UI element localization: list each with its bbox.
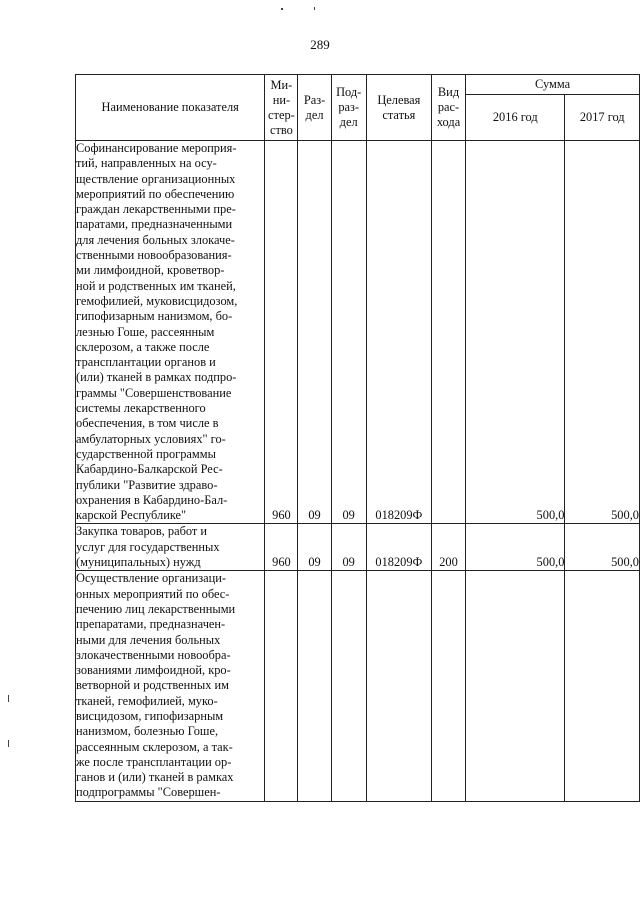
row-name: Закупка товаров, работ и услуг для государственных (муниципальных) нужд	[76, 524, 265, 571]
scan-speck	[281, 8, 283, 10]
table-row	[76, 141, 640, 524]
scan-speck	[314, 7, 315, 10]
table-row	[76, 524, 640, 571]
scan-speck	[8, 740, 9, 747]
ministry-cell: 960	[265, 524, 298, 571]
header-name: Наименование показателя	[76, 75, 265, 141]
sum-2016-cell	[466, 571, 565, 801]
sum-2017-cell	[565, 571, 640, 801]
sum-2016-cell: 500,0	[466, 141, 565, 524]
subsection-cell: 09	[331, 524, 366, 571]
header-year-2016: 2016 год	[466, 95, 565, 141]
target-article-cell	[366, 571, 431, 801]
header-subsection: Под- раз- дел	[331, 75, 366, 141]
header-year-2017: 2017 год	[565, 95, 640, 141]
header-target-article: Целевая статья	[366, 75, 431, 141]
row-name: Софинансирование мероприя- тий, направленных на осу- ществление организационных мероприятий по обеспечению граждан лекарственными пре- паратами, предназначенными для лечения больных злокаче- ственными новообразования- ми лимфоидной, кроветвор- ной и родственных им тканей, гемофилией, муковисцидозом, гипофизарным нанизмом, бо- лезнью Гоше, рассеянным склерозом, а также после трансплантации органов и (или) тканей в рамках подпро- граммы "Совершенствование системы лекарственного обеспечения, в том числе в амбулаторных условиях" го- сударственной программы Кабардино-Балкарской Рес- публики "Развитие здраво- охранения в Кабардино-Бал- карской Республике"	[76, 141, 265, 524]
expense-type-cell	[431, 571, 465, 801]
sum-2016-cell: 500,0	[466, 524, 565, 571]
page-number: 289	[310, 37, 330, 52]
section-cell	[298, 571, 331, 801]
expense-type-cell: 200	[431, 524, 465, 571]
subsection-cell	[331, 571, 366, 801]
section-cell: 09	[298, 524, 331, 571]
table-row	[76, 571, 640, 801]
header-sum: Сумма	[466, 75, 640, 95]
budget-table	[75, 74, 640, 802]
target-article-cell: 018209Ф	[366, 524, 431, 571]
ministry-cell	[265, 571, 298, 801]
sum-2017-cell: 500,0	[565, 524, 640, 571]
row-name: Осуществление организаци- онных мероприятий по обес- печению лиц лекарственными препаратами, предназначен- ными для лечения больных злокачественными новообра- зованиями лимфоидной, кро- ветворной и родственных им тканей, гемофилией, муко- висцидозом, гипофизарным нанизмом, болезнью Гоше, рассеянным склерозом, а так- же после трансплантации ор- ганов и (или) тканей в рамках подпрограммы "Совершен-	[76, 571, 265, 801]
expense-type-cell	[431, 141, 465, 524]
ministry-cell: 960	[265, 141, 298, 524]
scan-speck	[8, 695, 9, 702]
subsection-cell: 09	[331, 141, 366, 524]
target-article-cell: 018209Ф	[366, 141, 431, 524]
header-ministry: Ми- ни- стер- ство	[265, 75, 298, 141]
section-cell: 09	[298, 141, 331, 524]
header-expense-type: Вид рас- хода	[431, 75, 465, 141]
header-section: Раз- дел	[298, 75, 331, 141]
sum-2017-cell: 500,0	[565, 141, 640, 524]
